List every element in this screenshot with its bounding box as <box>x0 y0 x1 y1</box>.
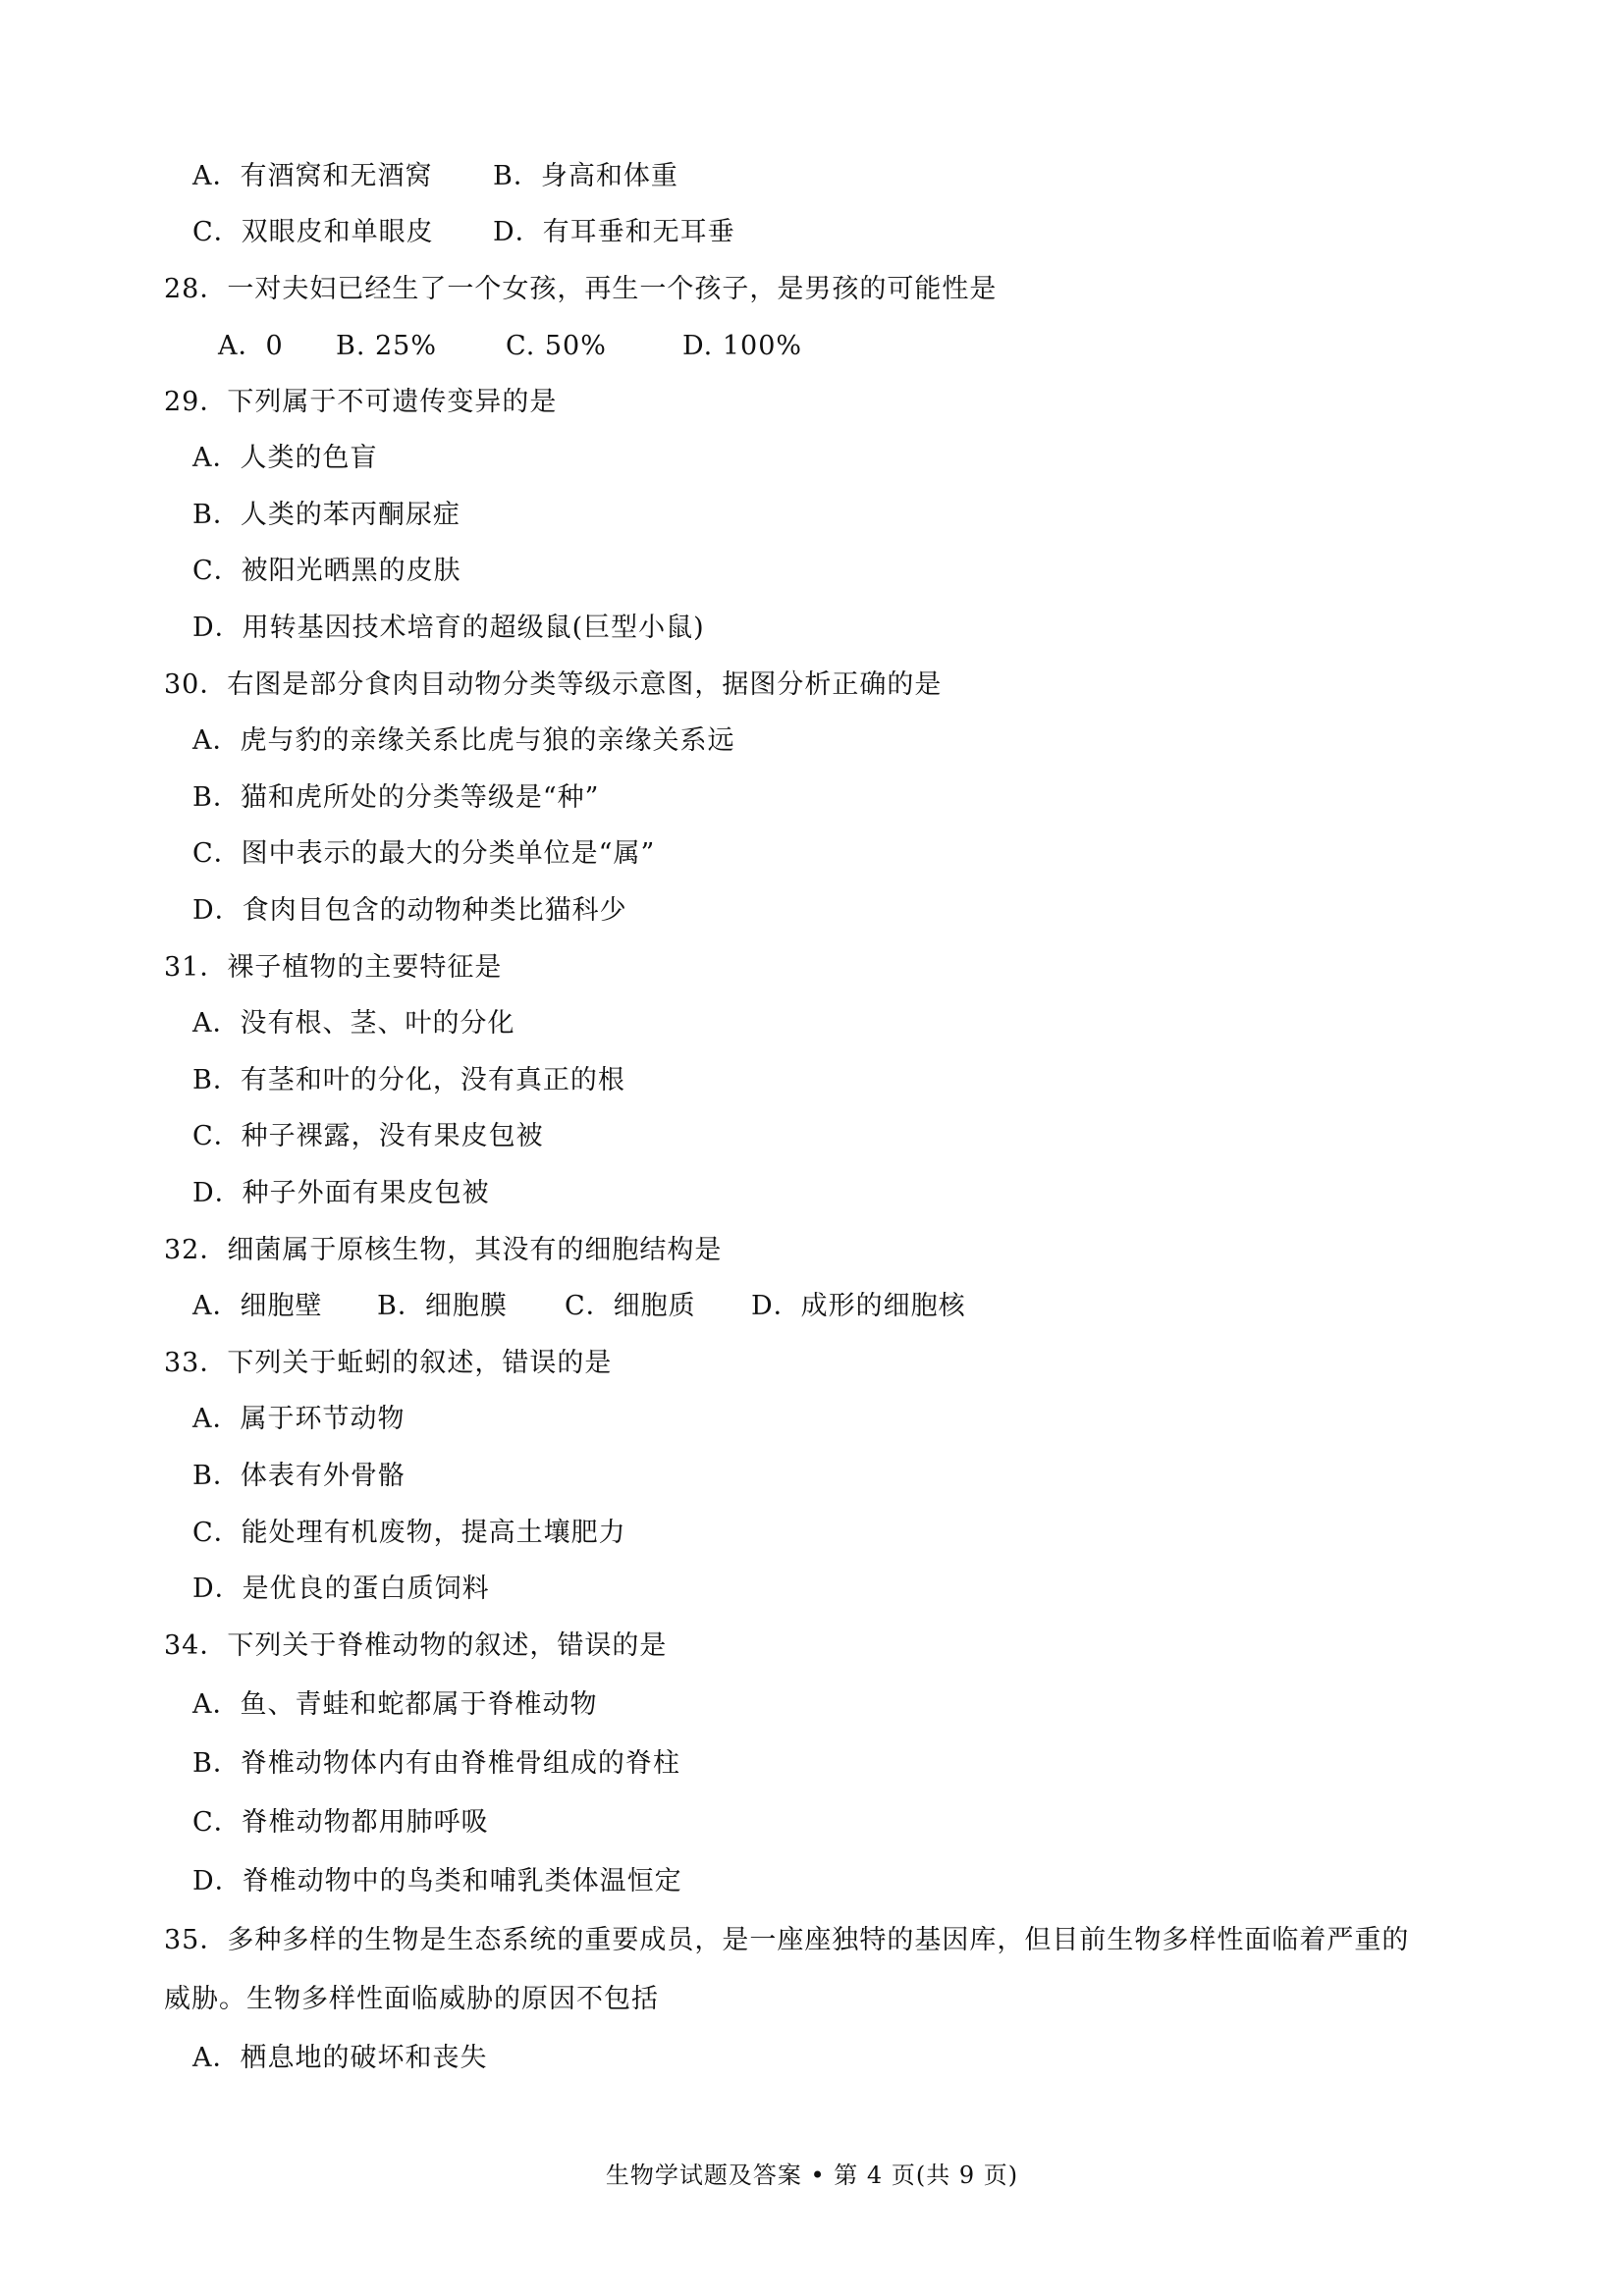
q34-stem: 34．下列关于脊椎动物的叙述，错误的是 <box>164 1630 668 1661</box>
q27-option-c: C．双眼皮和单眼皮 <box>192 217 434 247</box>
q28-stem: 28．一对夫妇已经生了一个女孩，再生一个孩子，是男孩的可能性是 <box>164 274 998 304</box>
q30-option-a: A．虎与豹的亲缘关系比虎与狼的亲缘关系远 <box>192 725 735 756</box>
q31-option-d: D．种子外面有果皮包被 <box>192 1178 490 1208</box>
q29-stem: 29．下列属于不可遗传变异的是 <box>164 387 558 417</box>
q29-option-b: B．人类的苯丙酮尿症 <box>192 500 460 530</box>
q28-option-b: B. 25% <box>336 331 438 361</box>
q32-option-c: C．细胞质 <box>565 1291 696 1321</box>
q32-stem: 32．细菌属于原核生物，其没有的细胞结构是 <box>164 1235 723 1265</box>
q34-option-c: C．脊椎动物都用肺呼吸 <box>192 1807 489 1838</box>
q28-option-d: D. 100% <box>682 331 803 361</box>
q29-option-c: C．被阳光晒黑的皮肤 <box>192 556 461 586</box>
q31-option-a: A．没有根、茎、叶的分化 <box>192 1008 515 1039</box>
q35-option-a: A．栖息地的破坏和丧失 <box>192 2043 488 2073</box>
q31-option-b: B．有茎和叶的分化，没有真正的根 <box>192 1065 625 1095</box>
q29-option-a: A．人类的色盲 <box>192 443 378 473</box>
q33-option-b: B．体表有外骨骼 <box>192 1461 406 1491</box>
q31-option-c: C．种子裸露，没有果皮包被 <box>192 1121 544 1151</box>
q33-stem: 33．下列关于蚯蚓的叙述，错误的是 <box>164 1348 613 1378</box>
q33-option-a: A．属于环节动物 <box>192 1404 406 1434</box>
q35-stem-line-2: 威胁。生物多样性面临威胁的原因不包括 <box>164 1984 659 2014</box>
q30-option-b: B．猫和虎所处的分类等级是“种” <box>192 782 600 813</box>
q33-option-d: D．是优良的蛋白质饲料 <box>192 1574 490 1604</box>
q30-option-c: C．图中表示的最大的分类单位是“属” <box>192 838 656 869</box>
q32-option-a: A．细胞壁 <box>192 1291 323 1321</box>
q34-option-b: B．脊椎动物体内有由脊椎骨组成的脊柱 <box>192 1748 680 1779</box>
q30-option-d: D．食肉目包含的动物种类比猫科少 <box>192 895 627 926</box>
page-footer: 生物学试题及答案 • 第 4 页(共 9 页) <box>605 2162 1019 2189</box>
q32-option-b: B．细胞膜 <box>377 1291 508 1321</box>
q33-option-c: C．能处理有机废物，提高土壤肥力 <box>192 1518 626 1548</box>
q28-option-a: A．0 <box>218 331 284 361</box>
q29-option-d: D．用转基因技术培育的超级鼠(巨型小鼠) <box>192 613 705 643</box>
q31-stem: 31．裸子植物的主要特征是 <box>164 952 503 983</box>
q27-option-d: D．有耳垂和无耳垂 <box>493 217 735 247</box>
q27-option-a: A．有酒窝和无酒窝 <box>192 161 433 191</box>
q32-option-d: D．成形的细胞核 <box>751 1291 966 1321</box>
q35-stem-line-1: 35．多种多样的生物是生态系统的重要成员，是一座座独特的基因库，但目前生物多样性面临着严重的 <box>164 1925 1410 1955</box>
q30-stem: 30．右图是部分食肉目动物分类等级示意图，据图分析正确的是 <box>164 669 943 700</box>
q34-option-a: A．鱼、青蛙和蛇都属于脊椎动物 <box>192 1689 598 1720</box>
q27-option-b: B．身高和体重 <box>493 161 678 191</box>
q28-option-c: C. 50% <box>506 331 607 361</box>
q34-option-d: D．脊椎动物中的鸟类和哺乳类体温恒定 <box>192 1866 682 1896</box>
